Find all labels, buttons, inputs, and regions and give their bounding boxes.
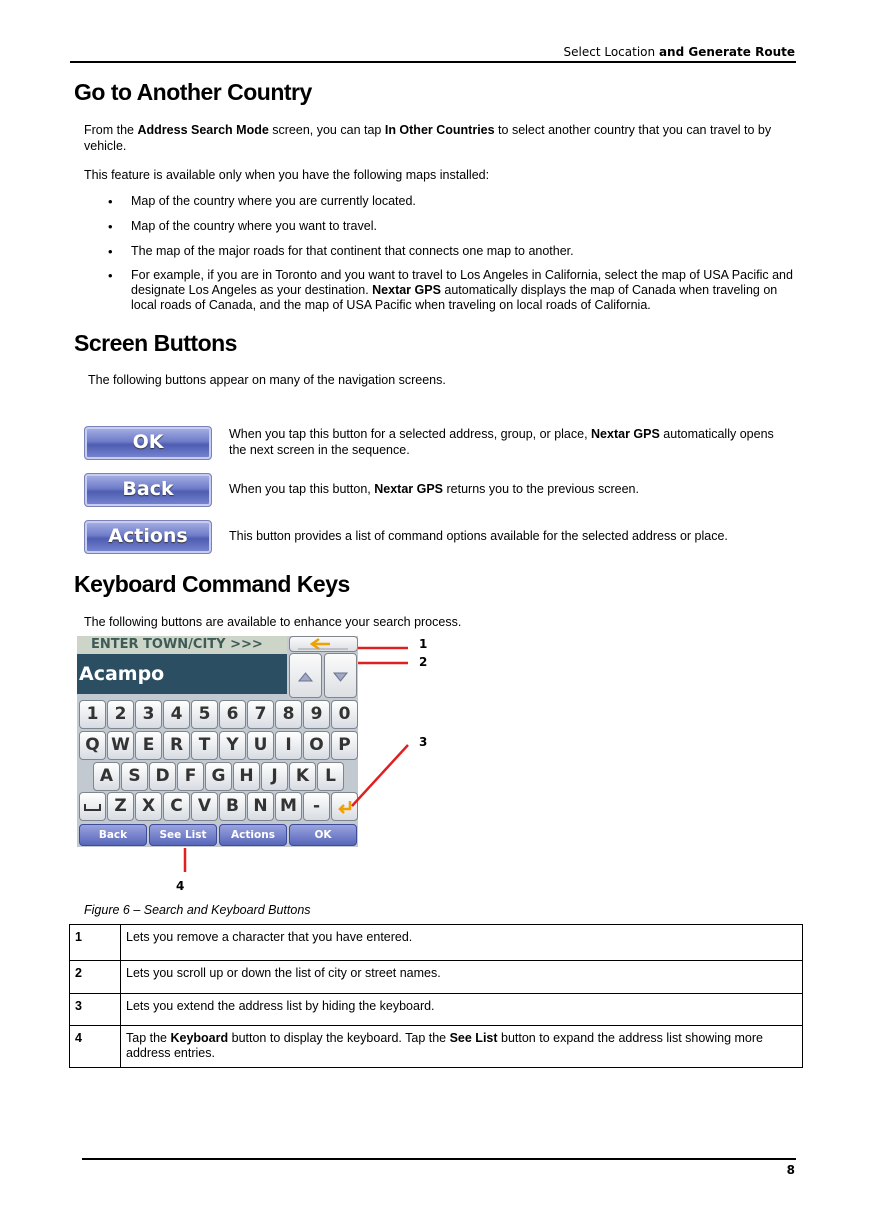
key[interactable]: R [163, 731, 190, 760]
key[interactable]: 4 [163, 700, 190, 729]
key[interactable]: M [275, 792, 302, 821]
section-title-another-country: Go to Another Country [74, 79, 312, 105]
table-row [70, 994, 803, 1026]
key[interactable]: V [191, 792, 218, 821]
key[interactable]: 6 [219, 700, 246, 729]
key[interactable]: A [93, 762, 120, 791]
keyboard-prompt: ENTER TOWN/CITY >>> [77, 636, 287, 654]
legend-number: 1 [70, 925, 121, 961]
key[interactable]: - [303, 792, 330, 821]
ok-button[interactable]: OK [84, 426, 212, 460]
key[interactable]: U [247, 731, 274, 760]
key[interactable]: 9 [303, 700, 330, 729]
key[interactable]: F [177, 762, 204, 791]
key[interactable]: I [275, 731, 302, 760]
header-section-bold: and Generate Route [658, 45, 795, 59]
figure-caption: Figure 6 – Search and Keyboard Buttons [84, 903, 311, 917]
key[interactable]: B [219, 792, 246, 821]
legend-text: Tap the Keyboard button to display the keyboard. Tap the See List button to expand the address list showing more address entries. [121, 1026, 803, 1068]
keyboard-actions-button[interactable]: Actions [219, 824, 287, 846]
actions-button-description: This button provides a list of command options available for the selected address or place. [229, 529, 728, 543]
callout-number-4: 4 [176, 879, 185, 893]
town-input-field[interactable]: Acampo [77, 654, 287, 694]
key[interactable]: T [191, 731, 218, 760]
key[interactable]: 2 [107, 700, 134, 729]
callout-line-3 [352, 745, 408, 806]
callout-number-1: 1 [419, 637, 428, 651]
keyboard-intro: The following buttons are available to enhance your search process. [84, 615, 462, 629]
key[interactable]: P [331, 731, 358, 760]
actions-button[interactable]: Actions [84, 520, 212, 554]
key[interactable]: J [261, 762, 288, 791]
legend-text: Lets you remove a character that you have entered. [121, 925, 803, 961]
table-row [70, 1026, 803, 1068]
legend-text: Lets you scroll up or down the list of city or street names. [121, 961, 803, 994]
key[interactable]: X [135, 792, 162, 821]
section-title-screen-buttons: Screen Buttons [74, 330, 237, 356]
key[interactable]: O [303, 731, 330, 760]
screen-buttons-intro: The following buttons appear on many of the navigation screens. [88, 373, 446, 387]
section-title-keyboard-keys: Keyboard Command Keys [74, 571, 350, 597]
key[interactable]: Q [79, 731, 106, 760]
legend-number: 4 [70, 1026, 121, 1068]
keyboard-back-button[interactable]: Back [79, 824, 147, 846]
callout-legend-table [69, 924, 803, 1068]
key[interactable]: 0 [331, 700, 358, 729]
key[interactable]: S [121, 762, 148, 791]
key[interactable]: 3 [135, 700, 162, 729]
key[interactable]: E [135, 731, 162, 760]
key[interactable]: H [233, 762, 260, 791]
legend-text: Lets you extend the address list by hiding the keyboard. [121, 994, 803, 1026]
maps-required-paragraph: This feature is available only when you have the following maps installed: [84, 168, 490, 182]
key[interactable]: D [149, 762, 176, 791]
key[interactable]: C [163, 792, 190, 821]
key[interactable]: 1 [79, 700, 106, 729]
page-number: 8 [786, 1163, 795, 1177]
callout-number-3: 3 [419, 735, 428, 749]
intro-paragraph: From the Address Search Mode screen, you can tap In Other Countries to select another country that you can travel to by vehicle. [84, 123, 772, 153]
table-row [70, 925, 803, 961]
key[interactable]: N [247, 792, 274, 821]
key[interactable]: 7 [247, 700, 274, 729]
footer-rule [82, 1158, 796, 1160]
key[interactable]: Y [219, 731, 246, 760]
back-button-description: When you tap this button, Nextar GPS returns you to the previous screen. [229, 482, 639, 496]
callout-number-2: 2 [419, 655, 428, 669]
header-section: Select Location [563, 45, 656, 59]
legend-number: 3 [70, 994, 121, 1026]
key[interactable]: G [205, 762, 232, 791]
ok-button-description: When you tap this button for a selected address, group, or place, Nextar GPS automatically opens the next screen in the sequence. [229, 427, 774, 457]
key[interactable]: 8 [275, 700, 302, 729]
back-button[interactable]: Back [84, 473, 212, 507]
see-list-button[interactable]: See List [149, 824, 217, 846]
legend-number: 2 [70, 961, 121, 994]
key[interactable]: W [107, 731, 134, 760]
table-row [70, 961, 803, 994]
key[interactable]: L [317, 762, 344, 791]
keyboard-ok-button[interactable]: OK [289, 824, 357, 846]
key[interactable]: K [289, 762, 316, 791]
key[interactable]: Z [107, 792, 134, 821]
key[interactable]: 5 [191, 700, 218, 729]
